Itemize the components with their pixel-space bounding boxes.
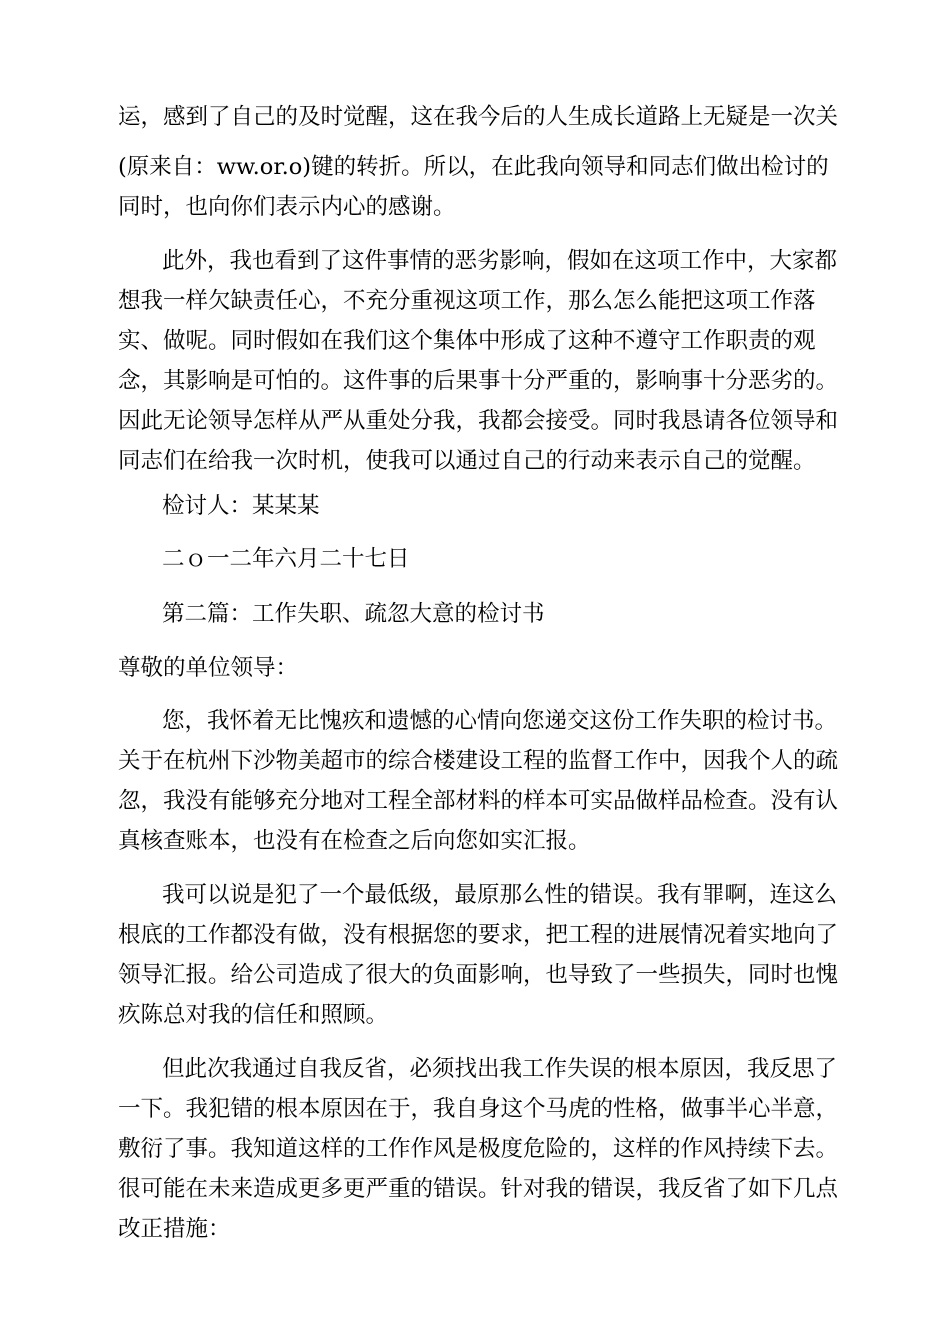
text-line: 很可能在未来造成更多更严重的错误。针对我的错误，我反省了如下几点 xyxy=(118,1176,839,1202)
signature-line: 检讨人：某某某 xyxy=(162,493,320,519)
date-line: 二ｏ一二年六月二十七日 xyxy=(162,546,410,572)
text-line: 您，我怀着无比愧疚和遗憾的心情向您递交这份工作失职的检讨书。 xyxy=(162,708,838,734)
text-line: 因此无论领导怎样从严从重处分我，我都会接受。同时我恳请各位领导和 xyxy=(118,408,839,434)
salutation: 尊敬的单位领导： xyxy=(118,655,299,681)
text-line: 根底的工作都没有做，没有根据您的要求，把工程的进展情况着实地向了 xyxy=(118,922,839,948)
text-line: 实、做呢。同时假如在我们这个集体中形成了这种不遵守工作职责的观 xyxy=(118,328,816,354)
text-line: 关于在杭州下沙物美超市的综合楼建设工程的监督工作中，因我个人的疏 xyxy=(118,748,839,774)
text-line: 同志们在给我一次时机，使我可以通过自己的行动来表示自己的觉醒。 xyxy=(118,448,816,474)
text-line: 一下。我犯错的根本原因在于，我自身这个马虎的性格，做事半心半意， xyxy=(118,1096,839,1122)
text-line: 同时，也向你们表示内心的感谢。 xyxy=(118,194,456,220)
text-line: 但此次我通过自我反省，必须找出我工作失误的根本原因，我反思了 xyxy=(162,1056,838,1082)
text-line: 我可以说是犯了一个最低级，最原那么性的错误。我有罪啊，连这么 xyxy=(162,882,838,908)
text-line: (原来自：ww.or.o)键的转折。所以，在此我向领导和同志们做出检讨的 xyxy=(118,154,829,180)
text-line: 念，其影响是可怕的。这件事的后果事十分严重的，影响事十分恶劣的。 xyxy=(118,368,839,394)
text-line: 改正措施： xyxy=(118,1216,231,1242)
text-line: 真核查账本，也没有在检查之后向您如实汇报。 xyxy=(118,828,591,854)
text-line: 疚陈总对我的信任和照顾。 xyxy=(118,1002,389,1028)
text-line: 此外，我也看到了这件事情的恶劣影响，假如在这项工作中，大家都 xyxy=(162,248,838,274)
text-line: 忽，我没有能够充分地对工程全部材料的样本可实品做样品检查。没有认 xyxy=(118,788,839,814)
text-line: 敷衍了事。我知道这样的工作作风是极度危险的，这样的作风持续下去。 xyxy=(118,1136,839,1162)
text-line: 想我一样欠缺责任心，不充分重视这项工作，那么怎么能把这项工作落 xyxy=(118,288,816,314)
section-heading: 第二篇：工作失职、疏忽大意的检讨书 xyxy=(162,601,545,627)
text-line: 运，感到了自己的及时觉醒，这在我今后的人生成长道路上无疑是一次关 xyxy=(118,104,839,130)
text-line: 领导汇报。给公司造成了很大的负面影响，也导致了一些损失，同时也愧 xyxy=(118,962,839,988)
